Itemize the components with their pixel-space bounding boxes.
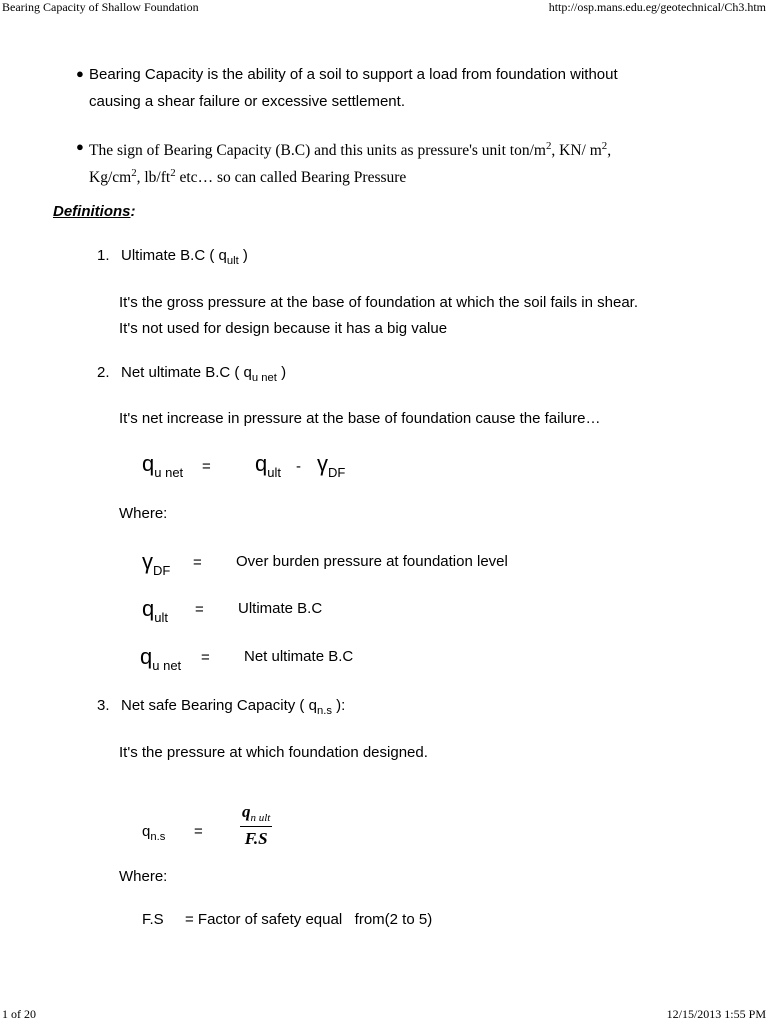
item-3-desc: It's the pressure at which foundation designed.: [119, 744, 428, 761]
where-label-2: Where:: [119, 868, 168, 885]
page-header-url[interactable]: http://osp.mans.edu.eg/geotechnical/Ch3.htm: [548, 0, 766, 14]
page-footer-page-count: 1 of 20: [2, 1007, 36, 1021]
eq1-term-qult: $q_{ult}$: [255, 451, 281, 480]
page-footer-datetime: 12/15/2013 1:55 PM: [666, 1007, 766, 1021]
def-text-gamma-df: Over burden pressure at foundation level: [236, 553, 508, 570]
bullet-1-line-2: causing a shear failure or excessive settlement.: [89, 93, 405, 110]
where-label-1: Where:: [119, 505, 168, 522]
bullet-icon: ●: [76, 66, 84, 81]
fs-symbol: F.S: [142, 911, 164, 928]
item-2-title: Net ultimate B.C ( $q_{u net}$ ): [121, 364, 287, 384]
eq2-fraction: [240, 802, 272, 849]
eq2-denominator: F.S: [244, 828, 268, 848]
eq1-minus: -: [296, 458, 301, 475]
def-equals: =: [195, 601, 204, 618]
def-equals: =: [201, 649, 210, 666]
eq1-equals: =: [202, 458, 211, 475]
def-text-qult: Ultimate B.C: [238, 600, 323, 617]
eq1-term-gamma: $\gamma_{DF}$: [317, 451, 346, 480]
item-1-title: Ultimate B.C ( $q_{ult}$ ): [121, 247, 248, 267]
item-3-number: 3.: [97, 697, 110, 714]
bullet-1-line-1: Bearing Capacity is the ability of a soil to support a load from foundation without: [89, 66, 618, 83]
bullet-2-line-2: $Kg/cm^2$, $lb/ft^2$ etc… so can called Bearing Pressure: [89, 167, 407, 186]
def-symbol-gamma-df: $\gamma_{DF}$: [142, 549, 171, 578]
item-1-desc-line-2: It's not used for design because it has a big value: [119, 320, 448, 337]
eq2-lhs: $q_{n.s}$: [142, 823, 166, 843]
def-equals: =: [193, 554, 202, 571]
eq2-numerator: $q_{n ult}$: [240, 802, 272, 827]
item-2-desc: It's net increase in pressure at the base of foundation cause the failure…: [119, 410, 601, 427]
bullet-2-line-1: The sign of Bearing Capacity (B.C) and this units as pressure's unit ton/$m^2$, KN/ $m^2$,: [89, 140, 612, 159]
bullet-icon: ●: [76, 139, 84, 154]
fs-definition: = Factor of safety equal from(2 to 5): [185, 911, 433, 928]
eq1-lhs: $q_{u net}$: [142, 451, 184, 480]
def-symbol-qult: $q_{ult}$: [142, 596, 168, 625]
def-symbol-qunet: $q_{u net}$: [140, 644, 182, 673]
item-3-title: Net safe Bearing Capacity ( $q_{n.s}$ ):: [121, 697, 346, 717]
item-1-desc-line-1: It's the gross pressure at the base of foundation at which the soil fails in shear.: [119, 294, 638, 311]
eq2-equals: =: [194, 823, 203, 840]
item-2-number: 2.: [97, 364, 110, 381]
def-text-qunet: Net ultimate B.C: [244, 648, 354, 665]
definitions-heading: Definitions:: [53, 203, 136, 220]
item-1-number: 1.: [97, 247, 110, 264]
page-header-title: Bearing Capacity of Shallow Foundation: [2, 0, 199, 14]
